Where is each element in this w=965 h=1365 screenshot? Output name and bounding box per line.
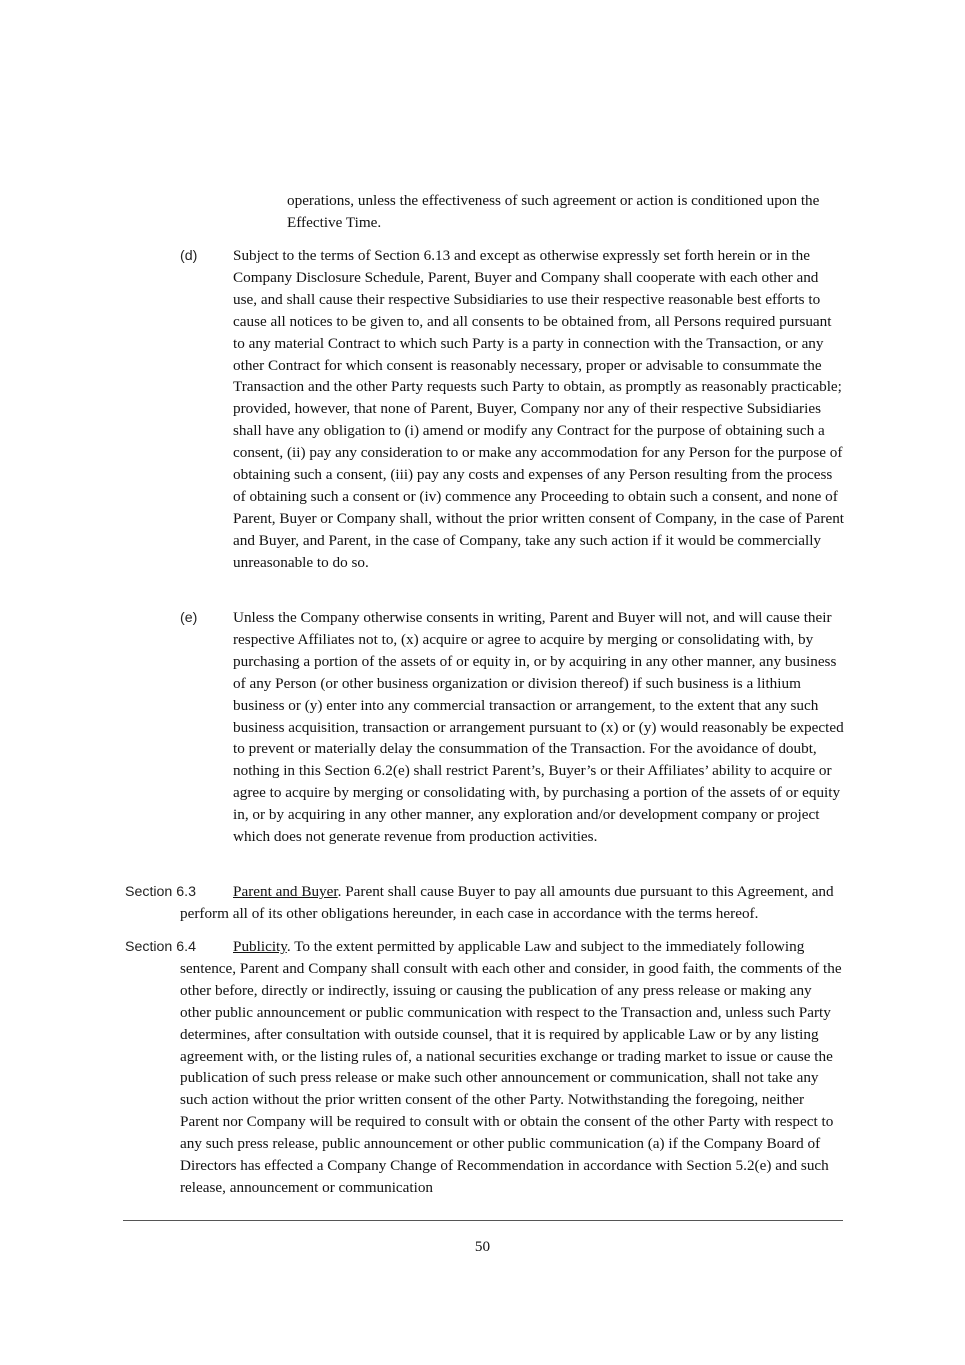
section-6-3-paragraph bbox=[180, 881, 845, 925]
item-e-paragraph: Unless the Company otherwise consents in writing, Parent and Buyer will not, and will cause their respective Affiliates not to, (x) acquire or agree to acquire by merging or consolidating with, by purchasing a portion of the assets of or equity in, or by acquiring in any other manner, any business of any Person (or other business organization or division thereof) if such business is a lithium business or (y) enter into any commercial transaction or arrangement, to the extent that any such business acquisition, transaction or arrangement pursuant to (x) or (y) would reasonably be expected to prevent or materially delay the consummation of the Transaction. For the avoidance of doubt, nothing in this Section 6.2(e) shall restrict Parent’s, Buyer’s or their Affiliates’ ability to acquire or agree to acquire by merging or consolidating with, by purchasing a portion of the assets of or equity in, or by acquiring in any other manner, any exploration and/or development company or project which does not generate revenue from production activities. bbox=[233, 609, 844, 846]
continuation-paragraph: operations, unless the effectiveness of such agreement or action is conditioned upon the Effective Time. bbox=[287, 192, 820, 231]
item-e-label: (e) bbox=[180, 610, 198, 626]
section-6-3-body: . Parent shall cause Buyer to pay all amounts due pursuant to this Agreement, and perform all of its other obligations hereunder, in each case in accordance with the terms hereof. bbox=[180, 883, 834, 922]
section-6-3-label: Section 6.3 bbox=[125, 884, 196, 900]
item-d-label: (d) bbox=[180, 248, 198, 264]
item-d-paragraph: Subject to the terms of Section 6.13 and except as otherwise expressly set forth herein or in the Company Disclosure Schedule, Parent, Buyer and Company shall cooperate with each other and use, and shall cause their respective Subsidiaries to use their respective reasonable best efforts to cause all notices to be given to, and all consents to be obtained from, all Persons required pursuant to any material Contract to which such Party is a party in connection with the Transaction, or any other Contract for which consent is reasonably necessary, proper or advisable to consummate the Transaction and the other Party requests such Party to obtain, as promptly as reasonably practicable; provided, however, that none of Parent, Buyer, Company nor any of their respective Subsidiaries shall have any obligation to (i) amend or modify any Contract for the purpose of obtaining such a consent, (ii) pay any consideration to or make any accommodation for any Person for the purpose of obtaining such a consent, (iii) pay any costs and expenses of any Person resulting from the process of obtaining such a consent or (iv) commence any Proceeding to obtain such a consent, and none of Parent, Buyer or Company shall, without the prior written consent of Company, in the case of Parent and Buyer, and Parent, in the case of Company, take any such action if it would be commercially unreasonable to do so. bbox=[233, 247, 845, 571]
section-6-3-heading: Parent and Buyer bbox=[233, 883, 338, 900]
section-6-4-label: Section 6.4 bbox=[125, 939, 196, 955]
section-6-4-paragraph bbox=[180, 936, 845, 1199]
page-number: 50 bbox=[474, 1238, 491, 1255]
section-6-4-body: . To the extent permitted by applicable Law and subject to the immediately following sentence, Parent and Company shall consult with each other and consider, in good faith, the comments of the other before, directly or indirectly, issuing or causing the publication of any press release or making any other public announcement or public communication with respect to the Transaction and, unless such Party determines, after consultation with outside counsel, that it is required by applicable Law or by any listing agreement with, or the listing rules of, a national securities exchange or trading market to issue or cause the publication of such press release or make such other announcement or communication, shall not take any such action without the prior written consent of the other Party. Notwithstanding the foregoing, neither Parent nor Company will be required to consult with or obtain the consent of the other Party with respect to any such press release, public announcement or other public communication (a) if the Company Board of Directors has effected a Company Change of Recommendation in accordance with Section 5.2(e) and such release, announcement or communication bbox=[180, 938, 842, 1196]
footer-divider bbox=[123, 1220, 843, 1221]
section-6-4-heading: Publicity bbox=[233, 938, 287, 955]
